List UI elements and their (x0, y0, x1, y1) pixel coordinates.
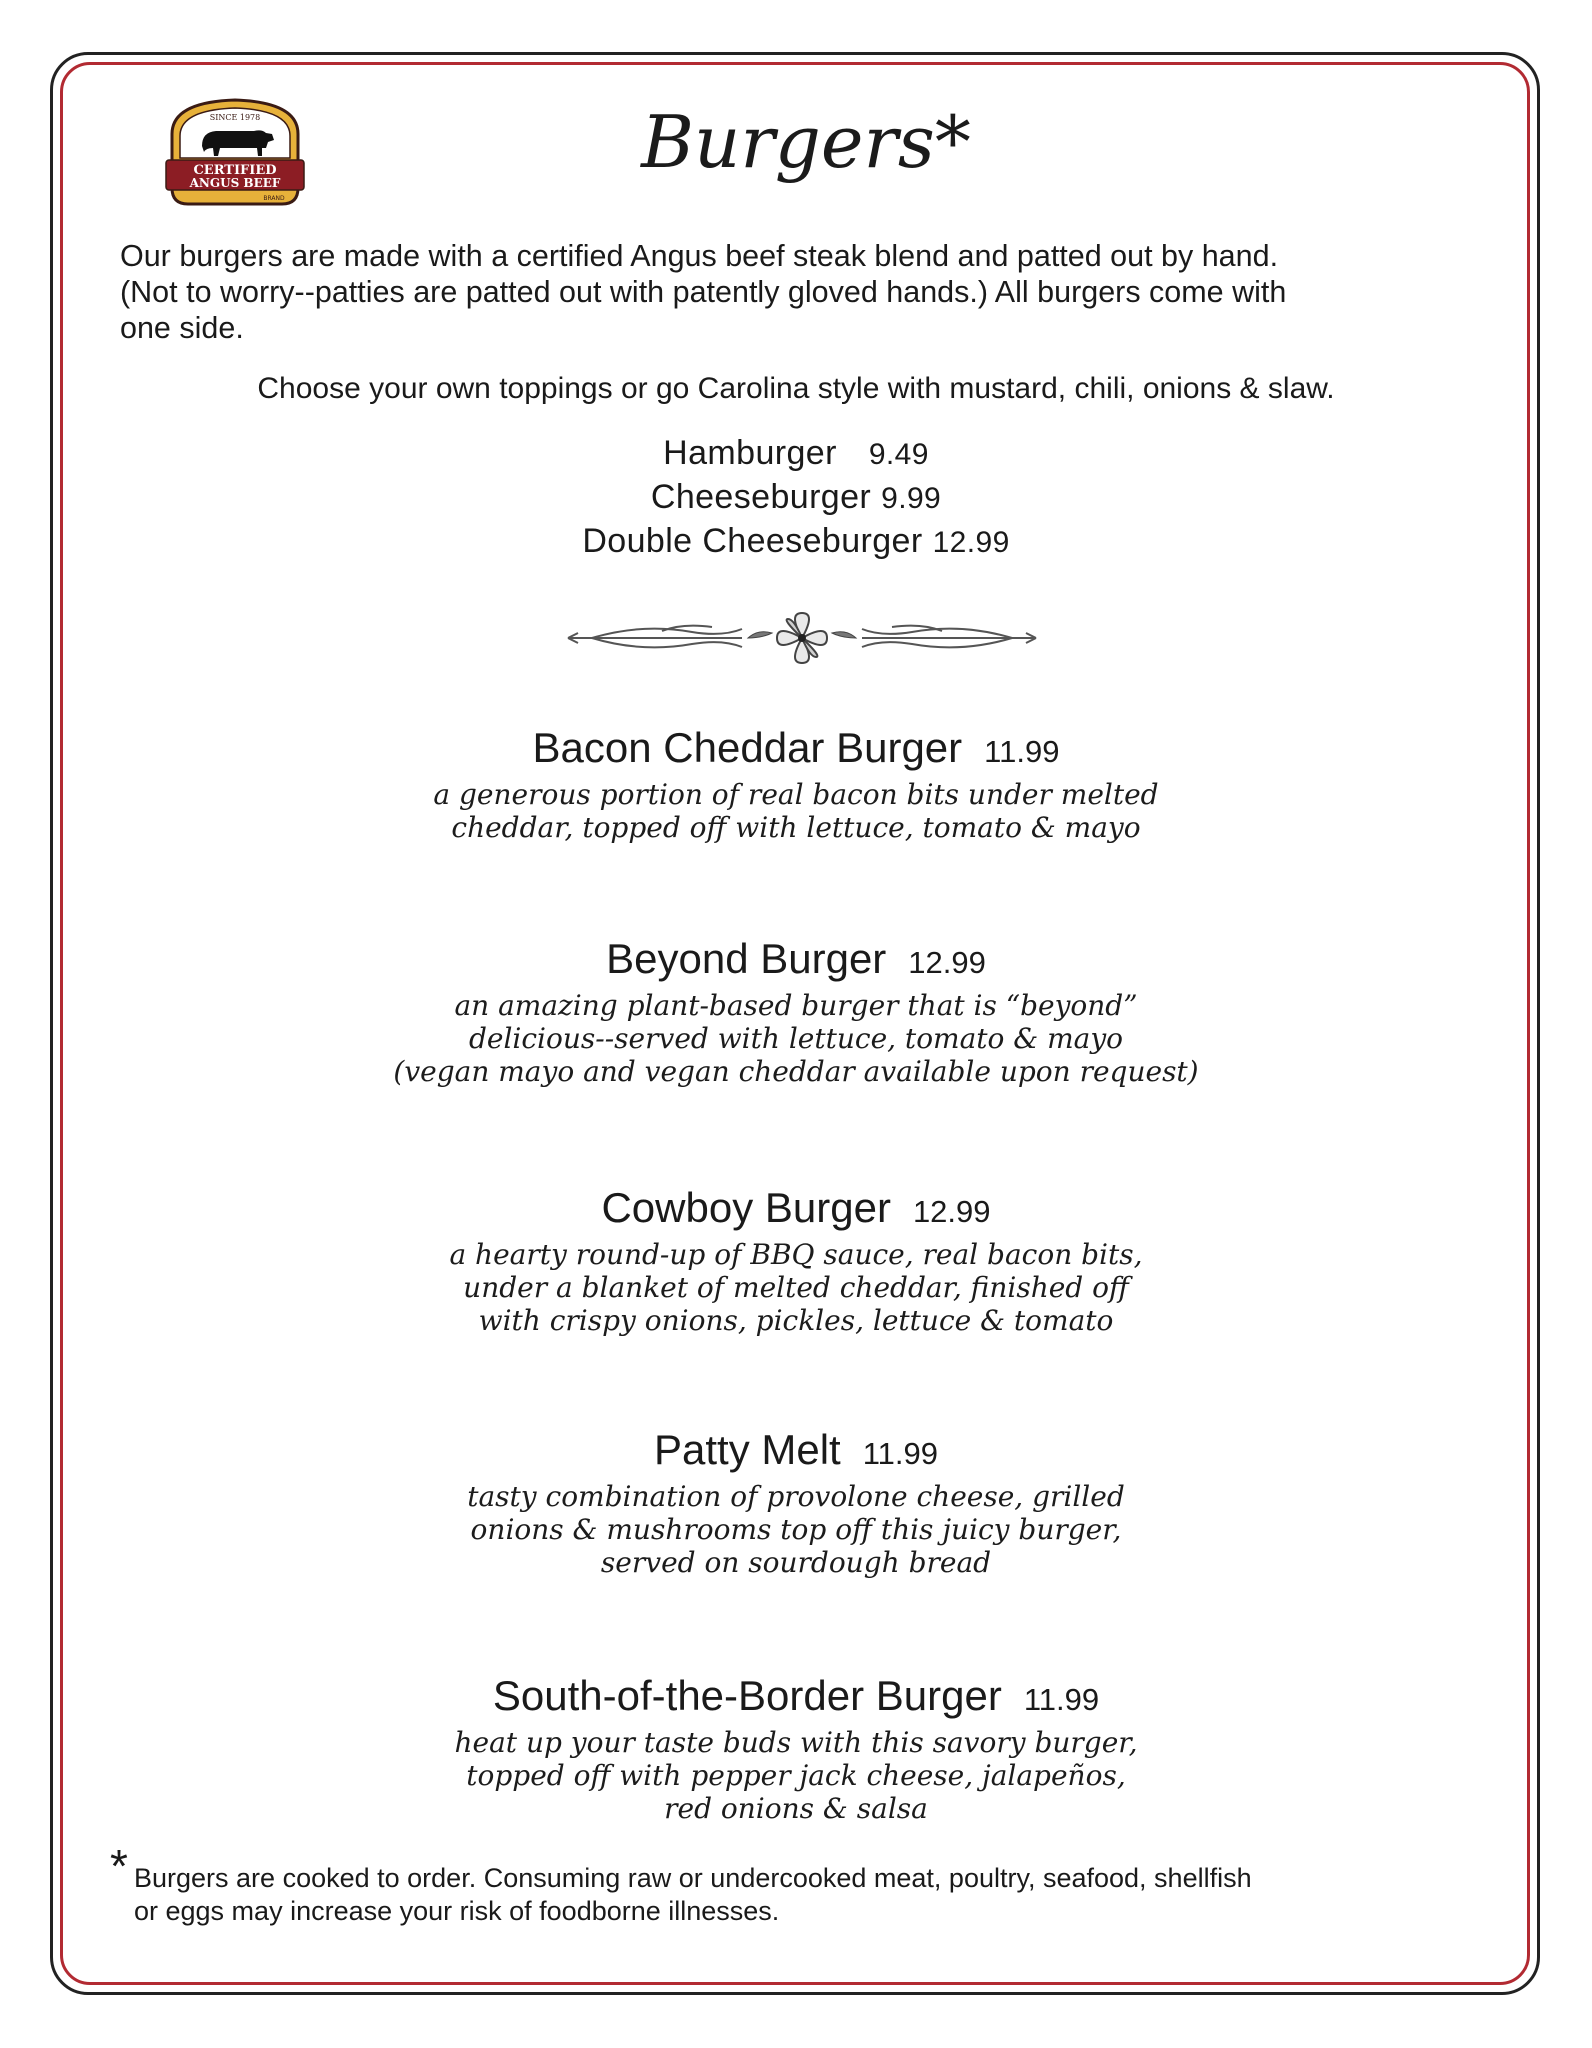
description-line: tasty combination of provolone cheese, grilled (467, 1480, 1125, 1513)
basic-burger-name: Cheeseburger (650, 478, 872, 516)
menu-item-description (0, 1480, 1592, 1579)
description-line: delicious--served with lettuce, tomato & mayo (468, 1022, 1124, 1055)
description-line: with crispy onions, pickles, lettuce & tomato (478, 1304, 1114, 1337)
basic-burger-price: 12.99 (932, 526, 1010, 559)
logo-line2: ANGUS BEEF (189, 176, 281, 190)
intro-paragraph (120, 238, 1480, 346)
menu-item-price: 12.99 (912, 1194, 991, 1229)
menu-item-price: 11.99 (1023, 1682, 1100, 1717)
intro-line: Our burgers are made with a certified Angus beef steak blend and patted out by hand. (120, 239, 1279, 273)
footnote-asterisk: * (110, 1840, 128, 1892)
description-line: served on sourdough bread (600, 1546, 992, 1579)
description-line: an amazing plant-based burger that is “beyond” (454, 989, 1138, 1022)
menu-item (0, 1424, 1592, 1579)
logo-line1: CERTIFIED (193, 163, 277, 178)
description-line: under a blanket of melted cheddar, finished off (463, 1271, 1129, 1304)
menu-item-name: Patty Melt (653, 1426, 841, 1473)
description-line: cheddar, topped off with lettuce, tomato & mayo (451, 811, 1141, 844)
menu-item-name: Cowboy Burger (601, 1184, 891, 1231)
logo-since-text: SINCE 1978 (209, 113, 261, 122)
description-line: a generous portion of real bacon bits under melted (433, 778, 1159, 811)
page-title (0, 100, 1592, 184)
description-line: heat up your taste buds with this savory burger, (454, 1726, 1138, 1759)
menu-item-price: 12.99 (908, 945, 986, 980)
description-line: onions & mushrooms top off this juicy burger, (470, 1513, 1122, 1546)
intro-line: one side. (120, 311, 244, 345)
basic-burger-name: Double Cheeseburger (582, 522, 923, 560)
menu-item-name: South-of-the-Border Burger (492, 1672, 1002, 1719)
basic-burger-row (0, 520, 1592, 564)
description-line: a hearty round-up of BBQ sauce, real bacon bits, (449, 1238, 1143, 1271)
menu-item-description (0, 778, 1592, 844)
basic-burgers-list (0, 432, 1592, 564)
menu-item-heading (0, 933, 1592, 989)
menu-item-price: 11.99 (984, 734, 1060, 769)
footnote-line: Burgers are cooked to order. Consuming raw or undercooked meat, poultry, seafood, shellfish (134, 1863, 1252, 1893)
basic-burger-price: 9.99 (881, 482, 942, 515)
basic-burger-name: Hamburger (663, 434, 837, 472)
menu-item-description (0, 989, 1592, 1088)
menu-item-price: 11.99 (862, 1436, 938, 1471)
menu-item-heading (0, 1424, 1592, 1480)
intro-line: (Not to worry--patties are patted out with patently gloved hands.) All burgers come with (120, 275, 1287, 309)
logo-brand: BRAND (263, 195, 285, 202)
menu-item (0, 1670, 1592, 1825)
food-safety-footnote (110, 1840, 1500, 1928)
description-line: topped off with pepper jack cheese, jalapeños, (466, 1759, 1126, 1792)
menu-item-heading (0, 1182, 1592, 1238)
basic-burger-row (0, 476, 1592, 520)
basic-burger-price: 9.49 (868, 438, 929, 471)
page-title-text: Burgers* (641, 100, 971, 184)
ornament-divider-icon (562, 605, 1042, 671)
menu-item-description (0, 1726, 1592, 1825)
menu-item-description (0, 1238, 1592, 1337)
menu-item (0, 722, 1592, 844)
description-line: (vegan mayo and vegan cheddar available upon request) (393, 1055, 1199, 1088)
basic-burger-row (0, 432, 1592, 476)
menu-item (0, 1182, 1592, 1337)
menu-item-heading (0, 722, 1592, 778)
menu-item-name: Beyond Burger (606, 935, 887, 982)
toppings-note: Choose your own toppings or go Carolina style with mustard, chili, onions & slaw. (257, 372, 1335, 405)
menu-item-name: Bacon Cheddar Burger (532, 724, 963, 771)
footnote-line: or eggs may increase your risk of foodborne illnesses. (134, 1896, 780, 1926)
menu-item (0, 933, 1592, 1088)
menu-item-heading (0, 1670, 1592, 1726)
description-line: red onions & salsa (664, 1792, 928, 1825)
